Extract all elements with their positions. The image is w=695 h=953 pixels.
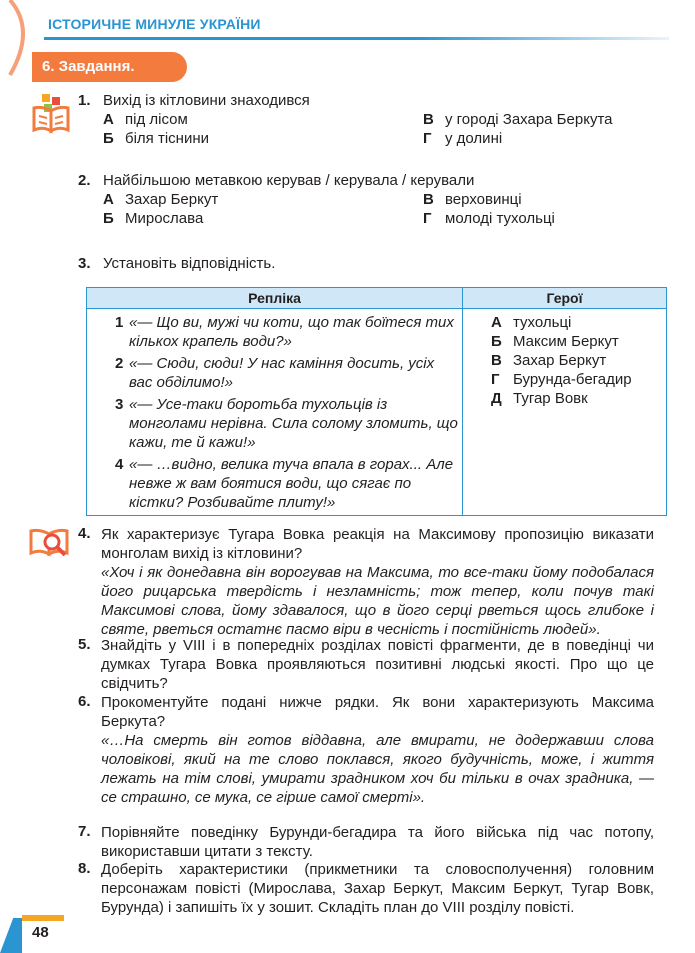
book-read-icon	[30, 92, 74, 134]
replicas-cell	[87, 309, 463, 516]
task-6-quote: «…На смерть він готов віддавна, але вмирати, не додержавши слова чоловікові, який на те слово поклався, якого будучність, може, і життя лежать на тім слові, умирати зрадником хоч би тільки в очах зрадника, — се страшно, се мука, се гірше самої смерті».	[101, 732, 654, 806]
replica-item: 3 «— Усе-таки боротьба тухольців із монголами нерівна. Сила солому зломить, що кажи, те й кажи!»	[115, 396, 458, 451]
q2-option-g: Г молоді тухольці	[423, 210, 555, 227]
matching-table	[86, 287, 667, 516]
task-4-quote: «Хоч і як донедавна він ворогував на Максима, то все-таки йому подобалася його рицарська твердість і незламність; тож тепер, коли почув такі Максимові слова, йому здавалося, що в його серці рветься щось глибоке і святе, рветься остатнє пасмо віри в чесність і постійність людей».	[101, 564, 654, 638]
hero-item: Г Бурунда-бегадир	[491, 371, 632, 388]
replica-item: 4 «— …видно, велика туча впала в горах... Але невже ж вам боятися води, що сягає по кістки? Розбивайте плиту!»	[115, 456, 454, 511]
col-header-heroes: Герої	[463, 288, 667, 309]
question-2-text: Найбільшою метавкою керував / керувала / керували	[103, 172, 475, 189]
footer-corner	[0, 918, 22, 953]
task-4-number: 4.	[78, 525, 91, 542]
question-1-number: 1.	[78, 92, 91, 109]
question-2-number: 2.	[78, 172, 91, 189]
task-6-number: 6.	[78, 693, 91, 710]
question-1-text: Вихід із кітловини знаходився	[103, 92, 310, 109]
task-5-number: 5.	[78, 636, 91, 653]
col-header-replica: Репліка	[87, 288, 463, 309]
section-heading-label: 6. Завдання.	[42, 58, 135, 75]
q2-option-v: В верховинці	[423, 191, 522, 208]
replica-item: 1 «— Що ви, мужі чи коти, що так боїтеся тих кількох крапель води?»	[115, 314, 454, 350]
question-3-text: Установіть відповідність.	[103, 255, 276, 272]
task-6-text: Прокоментуйте подані нижче рядки. Як вони характеризують Максима Беркута?	[101, 694, 654, 730]
header-rule	[44, 37, 669, 40]
question-3-number: 3.	[78, 255, 91, 272]
footer-accent-bar	[22, 915, 64, 921]
task-8-text: Доберіть характеристики (прикметники та словосполучення) головним персонажам повісті (Мирослава, Захар Беркут, Максим Беркут, Тугар Вовк, Бурунда) і запишіть їх у зошит. Складіть план до VIII розділу повісті.	[101, 861, 654, 916]
q1-option-v: В у городі Захара Беркута	[423, 111, 613, 128]
task-5-text: Знайдіть у VIII і в попередніх розділах повісті фрагменти, де в поведінці чи думках Тугара Вовка проявляються позитивні людські якості. Про що це свідчить?	[101, 637, 654, 692]
q1-option-a: А під лісом	[103, 111, 188, 128]
task-4-text: Як характеризує Тугара Вовка реакція на Максимову пропозицію виказати монголам вихід із кітловини?	[101, 526, 654, 562]
hero-item: Д Тугар Вовк	[491, 390, 588, 407]
page-number: 48	[32, 924, 49, 941]
hero-item: Б Максим Беркут	[491, 333, 619, 350]
section-heading	[32, 52, 187, 82]
replica-item: 2 «— Сюди, сюди! У нас каміння досить, усіх вас обділимо!»	[115, 355, 435, 391]
q2-option-b: Б Мирослава	[103, 210, 204, 227]
task-7-text: Порівняйте поведінку Бурунди-бегадира та його війська під час потопу, використавши цитати з тексту.	[101, 824, 654, 860]
hero-item: А тухольці	[491, 314, 572, 331]
task-7-number: 7.	[78, 823, 91, 840]
task-6	[101, 693, 654, 807]
q1-option-b: Б біля тіснини	[103, 130, 209, 147]
task-8-number: 8.	[78, 860, 91, 877]
task-4	[101, 525, 654, 639]
book-search-icon	[28, 527, 74, 559]
heroes-cell	[463, 309, 667, 516]
running-header: ІСТОРИЧНЕ МИНУЛЕ УКРАЇНИ	[48, 16, 261, 32]
q2-option-a: А Захар Беркут	[103, 191, 219, 208]
q1-option-g: Г у долині	[423, 130, 503, 147]
hero-item: В Захар Беркут	[491, 352, 607, 369]
